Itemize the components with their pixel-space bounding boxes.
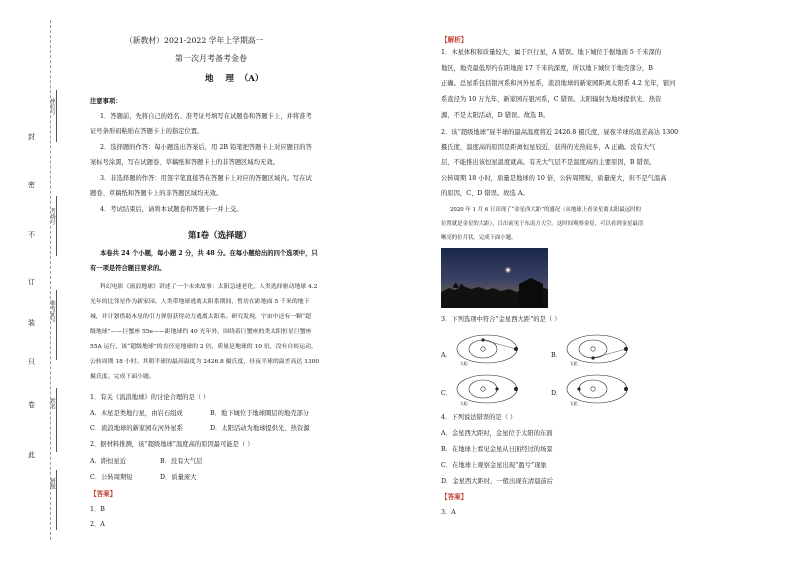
notice-line: 题卷、草稿纸和答题卡上的非答题区域均无效。 [90,190,223,197]
option: D．质量庞大 [160,474,197,481]
answer-item: 2．A [90,521,105,528]
option-label: A． [441,352,452,359]
notice-line: 案标号涂黑，写在试题卷、草稿纸和答题卡上的非答题区域均无效。 [90,159,279,166]
exam-title-line2: 第一次月考备考金卷 [175,54,247,63]
passage-line: 55A 运行，该“超级地球”的直径是地球的 2 倍，质量是地球的 10 倍，没有自转运动， [90,344,317,350]
notice-line: 4．考试结束后，请将本试题卷和答题卡一并上交。 [100,206,243,213]
option-label: D． [551,390,563,397]
answer-label: 【答案】 [441,493,468,501]
option: A．距恒星近 [90,458,127,465]
option: D．金星西大距时，一般出现在清晨前后 [441,478,554,485]
notice-heading: 注意事项： [90,98,122,105]
notice-line: 1．答题前，先将自己的姓名、准考证号填写在试题卷和答题卡上，并将准考 [100,113,312,120]
seal-char: 不 [28,231,35,239]
seat-number-line [56,90,57,142]
option: B．地下城位于地球圈层的地壳部分 [210,410,310,417]
question-stem: 4．下列说法错误的是（ ） [441,414,517,421]
analysis-line: 2．该“超级地球”昼半球的最高温度将近 2426.8 摄氏度，昼夜半球的温差高达 1300 [441,129,679,136]
passage-line: 城，并计划借助木星的引力弹射获得动力逃离太阳系。研究发现，宇宙中还有一颗“超 [90,314,311,320]
passage-line: 光年的比邻星作为新家园。人类带地球逃离太阳系期间，暂居在距地面 5 千米的地下 [90,299,310,305]
seal-char: 卷 [28,401,35,409]
option: C．在地球上观察金星出现“盈亏”现象 [441,462,547,469]
sun-label: 太阳 [460,361,468,366]
option: A．金星西大距时，金星位于太阳的东面 [441,430,553,437]
admission-number-line [56,290,57,360]
seal-char: 装 [28,319,35,327]
option: D．太阳活动为地球提供光、热资源 [210,425,310,432]
answer-item: 1．B [90,506,105,513]
name-line [56,388,57,452]
class-label: 班级 [49,478,55,489]
analysis-line: 正确。总星系包括银河系和河外星系，流浪地球的新家园距离太阳系 4.2 光年，银河 [441,80,676,87]
option: C．流浪地球的新家园在河外星系 [90,425,183,432]
subject-title: 地 理 （A） [205,74,264,84]
exam-title-line1: （新教材）2021-2022 学年上学期高一 [125,36,264,45]
option-label: C． [441,390,453,397]
exam-room-line [56,196,57,256]
exam-room-label: 考场号 [49,208,55,225]
notice-line: 2．选择题的作答：每小题选出答案后，用 2B 铅笔把答题卡上对应题目的答 [100,144,312,151]
passage-line: 公转周期 18 小时。其朝半球的最高温度为 2426.8 摄氏度，昼夜半球的温差高达 1300 [90,359,320,365]
notice-line: 3．非选择题的作答：用签字笔直接答在答题卡上对应的答题区域内。写在试 [100,175,312,182]
option-label: B． [551,352,562,359]
seat-number-label: 座位号 [49,98,55,115]
answer-item: 3．A [441,509,456,516]
binding-strip [20,0,62,562]
analysis-line: 层，不能推出该恒星温度就高。有无大气层不是温度高的主要原因，B 错误。 [441,159,656,166]
analysis-line: 公转周期 18 小时，质量是地球的 10 倍，公转周期短，质量庞大，但不是气温高 [441,175,667,182]
question-stem: 2．据材料推测，该“超级地球”温度高的原因最可能是（ ） [90,441,254,448]
analysis-line: 摄氏度，温度高的原因是距离恒星较近，获得的光热较多，A 正确。没有大气 [441,144,656,151]
option: C．公转周期短 [90,474,133,481]
section-intro: 有一项是符合题目要求的。 [90,265,166,272]
analysis-line: 1．木星体积和质量较大，属于巨行星，A 错误。地下城位于据地面 5 千米深的 [441,49,662,56]
seal-char: 只 [28,358,35,366]
name-label: 姓名 [49,398,55,409]
section-intro: 本卷共 24 个小题，每小题 2 分，共 48 分。在每小题给出的四个选项中，只 [100,250,318,257]
passage-line: 摄氏度。完成下面小题。 [90,374,155,380]
sun-label: 太阳 [570,401,578,406]
analysis-line: 的原因，C、D 错误。故选 A。 [441,190,529,197]
section-heading: 第Ⅰ卷（选择题） [188,231,252,241]
admission-number-label: 准考证号 [49,300,55,322]
notice-line: 证号条形码粘贴在答题卡上的指定位置。 [90,128,204,135]
passage-line: 科幻电影《流浪地球》讲述了一个未来故事：太阳急速老化，人类选择驱动地球 4.2 [100,284,318,290]
seal-char: 此 [28,451,35,459]
question-stem: 3．下列选项中符合“金星西大距”的是（ ） [441,316,561,323]
orbit-diagrams [441,330,701,410]
seal-char: 密 [28,181,35,189]
analysis-line: 地区，地壳最低厚约在距地面 17 千米的深度，所以地下城位于地壳部分，B [441,65,653,72]
sun-label: 太阳 [570,361,578,366]
sun-label: 太阳 [460,401,468,406]
passage2-line: 位置就是金星的大距），日出前见于东南方天空。这时间观察金星，可以看到金星最清 [441,221,644,227]
option: A．木星是类地行星，由岩石组成 [90,410,183,417]
seal-char: 封 [28,133,35,141]
question-stem: 1．有关《流浪地球》的讨论合理的是（ ） [90,394,210,401]
analysis-line: 源，不是太阳活动，D 错误。故选 B。 [441,112,550,119]
answer-label: 【答案】 [90,490,117,498]
passage2-line: 晰亮的位月状。完成下面小题。 [441,235,517,241]
analysis-line: 系直径为 10 万光年，新家园在银河系，C 错误。太阳辐射为地球提供光、热资 [441,96,662,103]
passage-line: 级地球”——巨蟹座 55e——距地球约 40 光年外，围绕着巨蟹座的类太阳恒星巨蟹座 [90,329,312,335]
seal-char: 订 [28,278,35,286]
venus-sky-photo [441,248,548,308]
option: B．没有大气层 [160,458,203,465]
passage2-line: 2020 年 1 月 6 日出现了“金星西大距”的盛况（从地球上看金星离太阳最远时的 [450,207,641,213]
class-line [56,470,57,530]
analysis-label: 【解析】 [441,36,468,44]
option: B．在地球上看见金星从日面经过的场景 [441,446,553,453]
